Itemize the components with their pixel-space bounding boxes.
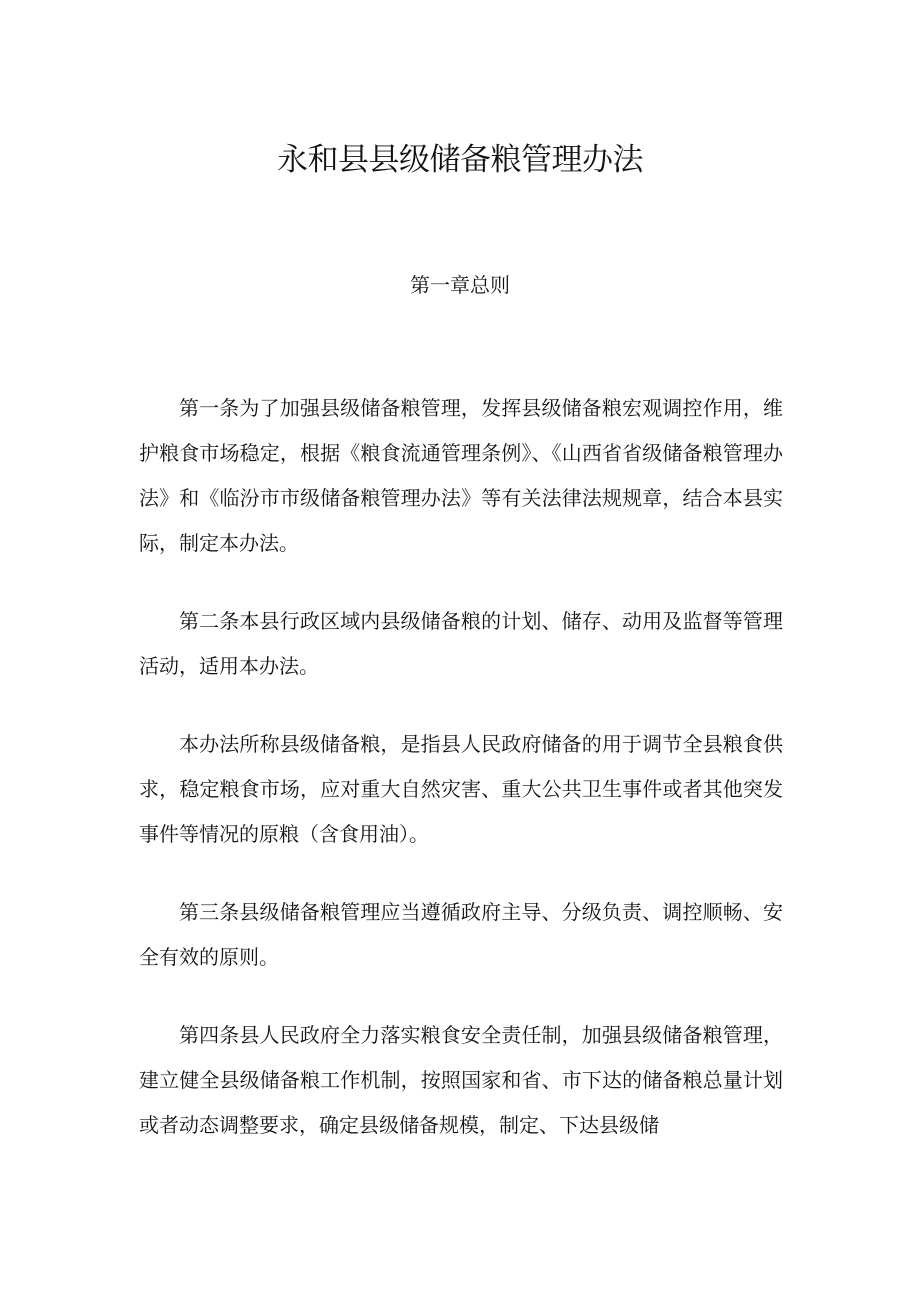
chapter-heading: 第一章总则 [410, 273, 510, 297]
paragraph-definition: 本办法所称县级储备粮，是指县人民政府储备的用于调节全县粮食供求，稳定粮食市场，应对重大自然灾害、重大公共卫生事件或者其他突发事件等情况的原粮（含食用油）。 [139, 732, 783, 846]
document-body [139, 386, 783, 1181]
paragraph-article-4: 第四条县人民政府全力落实粮食安全责任制，加强县级储备粮管理，建立健全县级储备粮工作机制，按照国家和省、市下达的储备粮总量计划或者动态调整要求，确定县级储备规模，制定、下达县级储 [139, 1023, 783, 1137]
paragraph-article-3: 第三条县级储备粮管理应当遵循政府主导、分级负责、调控顺畅、安全有效的原则。 [139, 900, 783, 969]
document-title: 永和县县级储备粮管理办法 [277, 142, 643, 178]
paragraph-article-2: 第二条本县行政区域内县级储备粮的计划、储存、动用及监督等管理活动，适用本办法。 [139, 609, 783, 678]
paragraph-article-1: 第一条为了加强县级储备粮管理，发挥县级储备粮宏观调控作用，维护粮食市场稳定，根据《粮食流通管理条例》、《山西省省级储备粮管理办法》和《临汾市市级储备粮管理办法》等有关法律法规规章，结合本县实际，制定本办法。 [139, 396, 783, 555]
